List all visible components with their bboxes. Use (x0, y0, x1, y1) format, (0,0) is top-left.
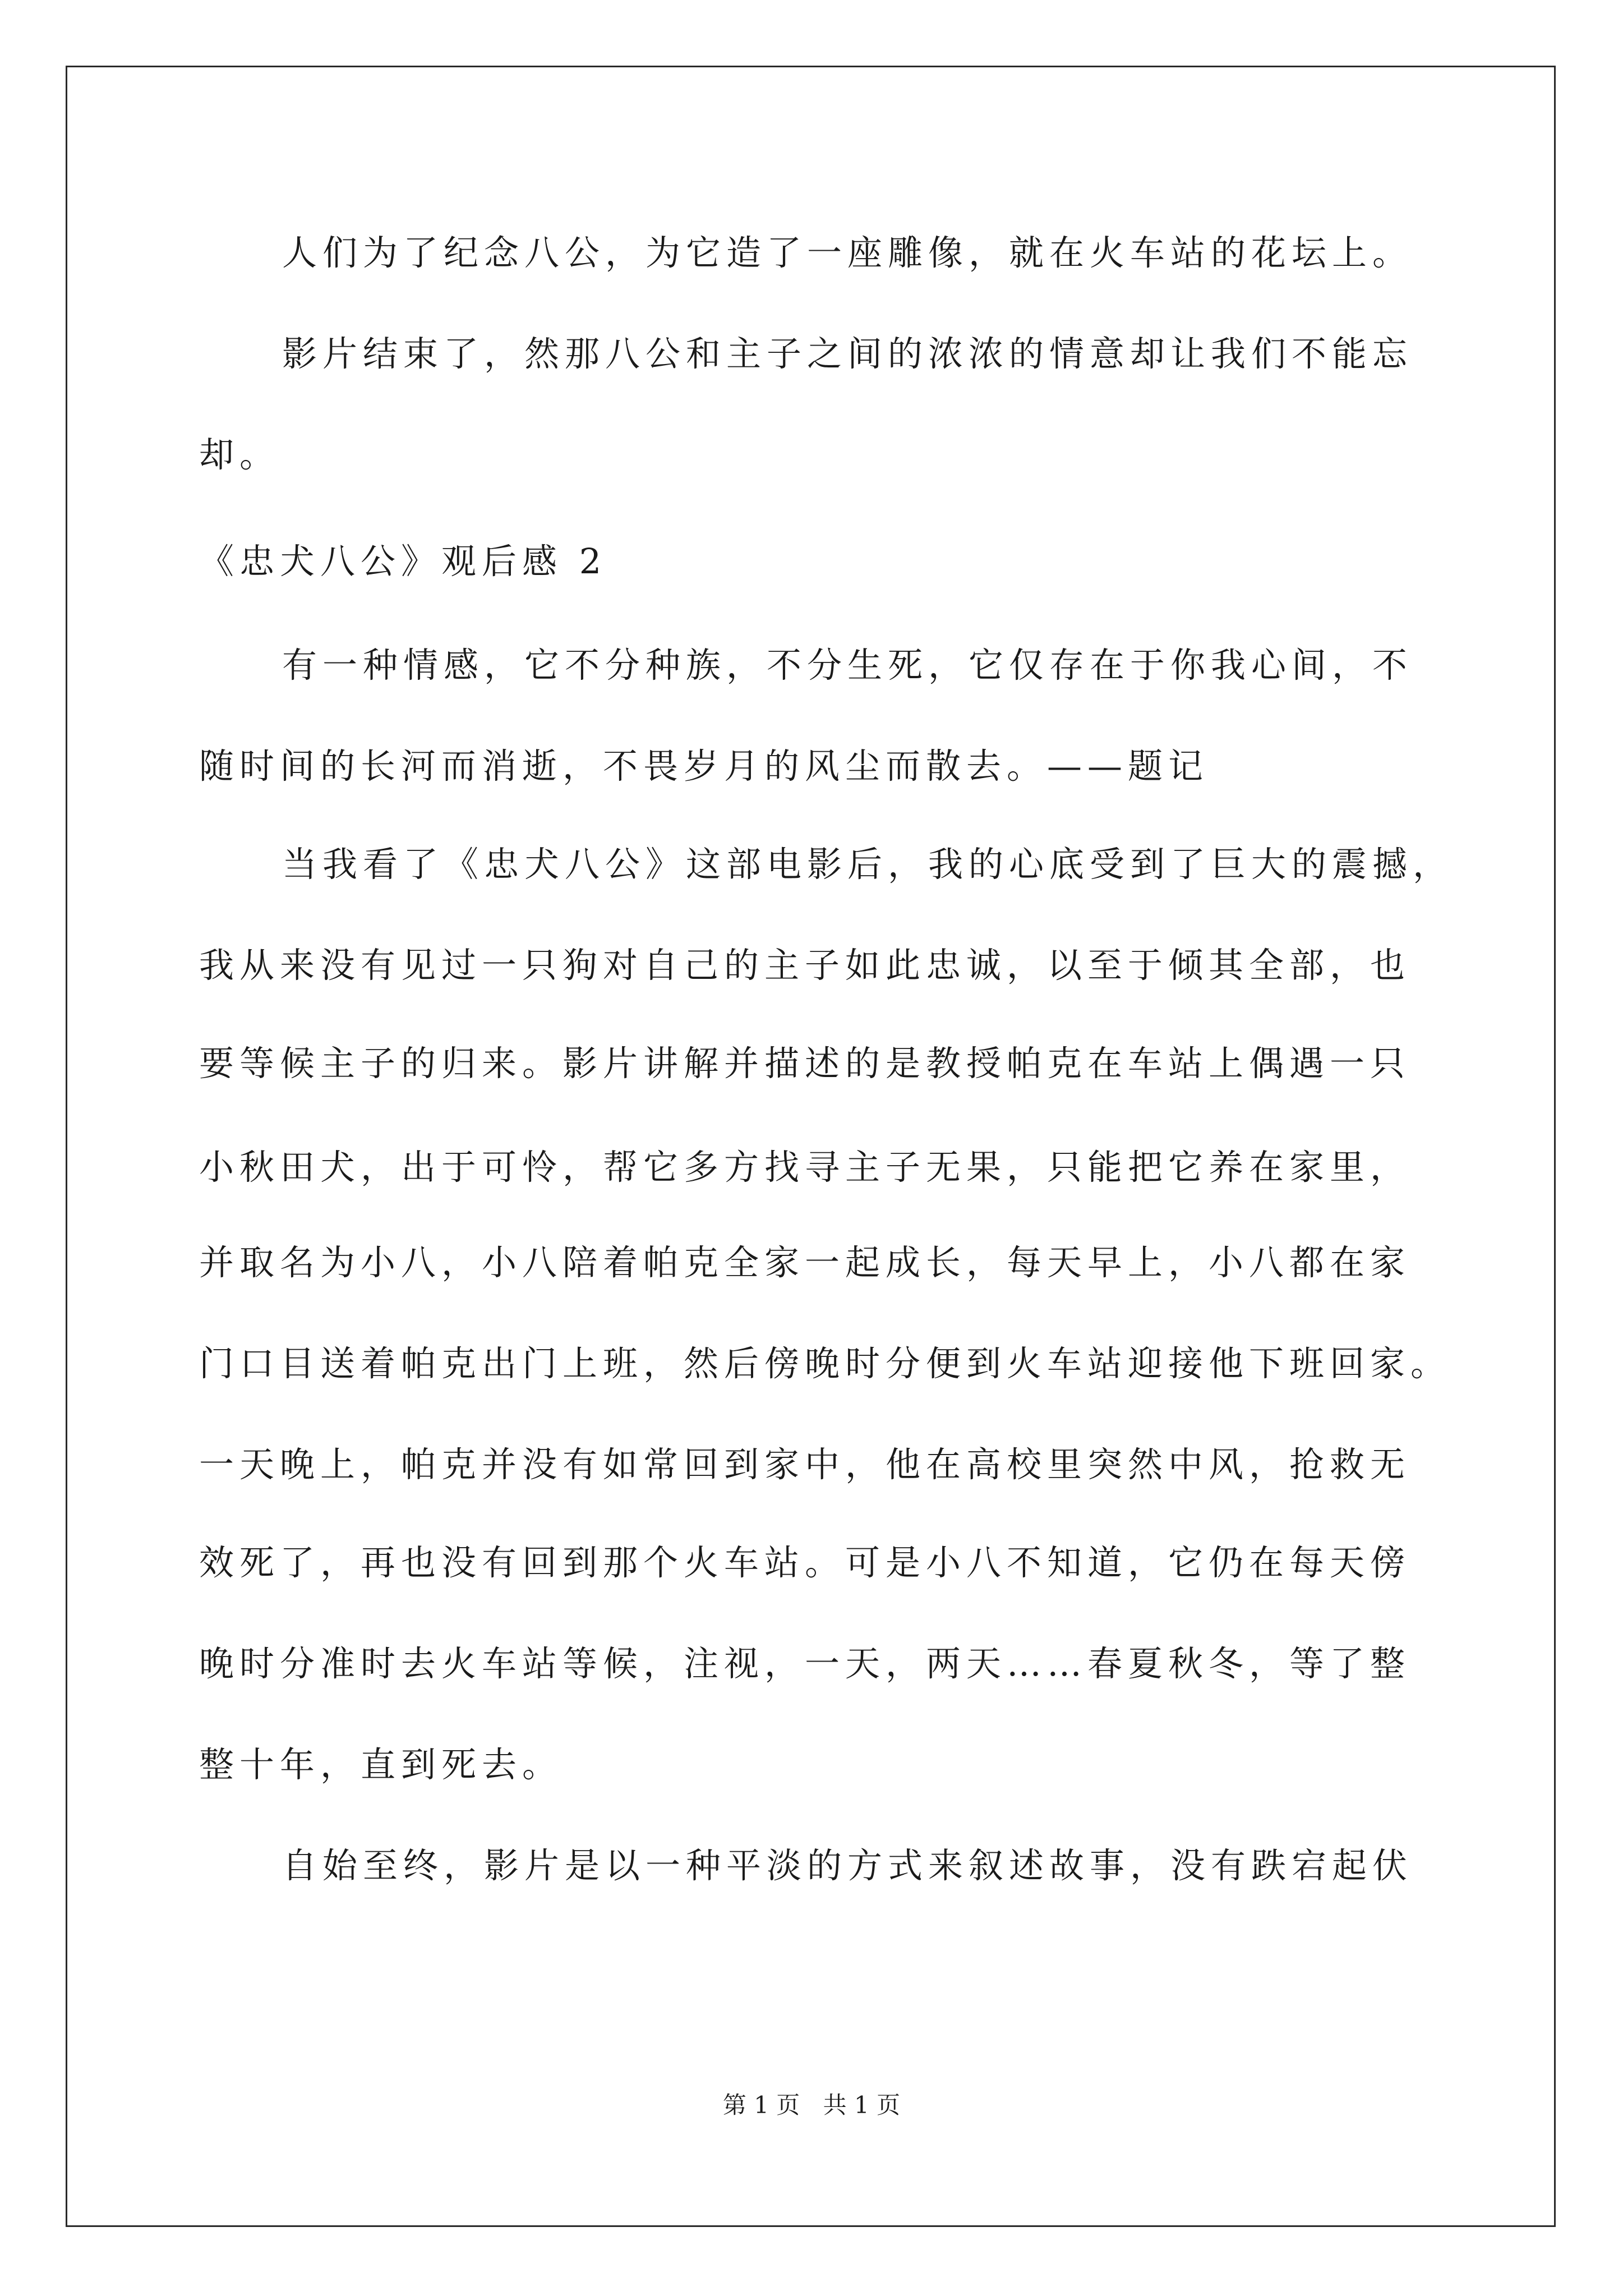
text-line-7: 当我看了《忠犬八公》这部电影后，我的心底受到了巨大的震撼， (282, 844, 1454, 885)
text-line-11: 并取名为小八，小八陪着帕克全家一起成长，每天早上，小八都在家 (199, 1242, 1411, 1283)
page-number: 第 1 页 (722, 2091, 800, 2119)
text-line-10: 小秋田犬，出于可怜，帮它多方找寻主子无果，只能把它养在家里， (199, 1147, 1411, 1188)
text-line-16: 整十年，直到死去。 (199, 1744, 563, 1785)
page-footer (0, 2087, 1623, 2120)
section-heading: 《忠犬八公》观后感 2 (199, 541, 607, 582)
text-line-12: 门口目送着帕克出门上班，然后傍晚时分便到火车站迎接他下班回家。 (199, 1343, 1451, 1384)
text-line-8: 我从来没有见过一只狗对自己的主子如此忠诚，以至于倾其全部，也 (199, 945, 1411, 986)
text-line-6: 随时间的长河而消逝，不畏岁月的风尘而散去。——题记 (199, 746, 1209, 786)
text-line-17: 自始至终，影片是以一种平淡的方式来叙述故事，没有跌宕起伏 (282, 1845, 1413, 1886)
page-total: 共 1 页 (823, 2091, 901, 2119)
text-line-13: 一天晚上，帕克并没有如常回到家中，他在高校里突然中风，抢救无 (199, 1444, 1411, 1485)
text-line-5: 有一种情感，它不分种族，不分生死，它仅存在于你我心间，不 (282, 645, 1413, 685)
text-line-1: 人们为了纪念八公，为它造了一座雕像，就在火车站的花坛上。 (282, 232, 1413, 273)
text-line-3: 却。 (199, 434, 280, 475)
text-line-2: 影片结束了，然那八公和主子之间的浓浓的情意却让我们不能忘 (282, 333, 1413, 374)
text-line-15: 晚时分准时去火车站等候，注视，一天，两天……春夏秋冬，等了整 (199, 1643, 1411, 1684)
text-line-14: 效死了，再也没有回到那个火车站。可是小八不知道，它仍在每天傍 (199, 1542, 1411, 1583)
text-line-9: 要等候主子的归来。影片讲解并描述的是教授帕克在车站上偶遇一只 (199, 1043, 1411, 1084)
